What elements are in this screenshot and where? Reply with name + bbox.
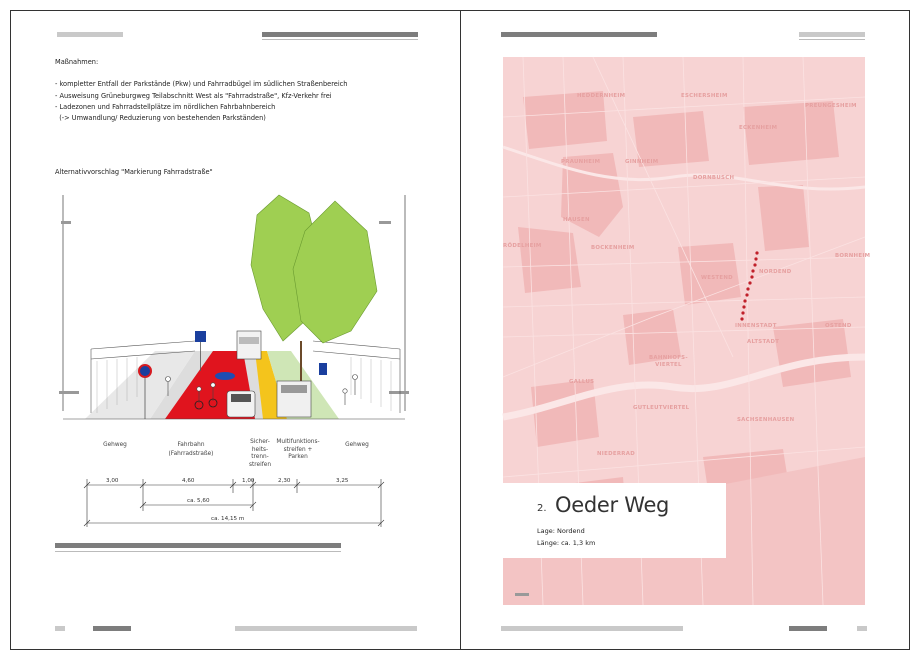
- footer-bar-dark-right: [789, 626, 827, 631]
- wall-marker-icon: [61, 221, 71, 224]
- measures-block: [55, 57, 435, 124]
- document-spread: [10, 10, 910, 650]
- district-label: PREUNGESHEIM: [805, 103, 857, 109]
- street-cross-section: [55, 191, 411, 431]
- district-label: BAHNHOFS- VIERTEL: [649, 355, 688, 368]
- label-fahrbahn: Fahrbahn: [177, 442, 205, 448]
- district-label: ALTSTADT: [747, 339, 780, 345]
- no-parking-sign-icon: [139, 365, 151, 377]
- label-gehweg-left: Gehweg: [103, 442, 127, 448]
- district-label: GUTLEUTVIERTEL: [633, 405, 690, 411]
- measure-item: - Ladezonen und Fahrradstellplätze im nördlichen Fahrbahnbereich: [55, 102, 276, 111]
- alternative-title: Alternativvorschlag "Markierung Fahrradstraße": [55, 168, 213, 176]
- header-bar-dark-right: [501, 32, 657, 37]
- dim-d4: 2,30: [278, 478, 291, 484]
- dim-d3: 1,00: [242, 478, 255, 484]
- dim-d1: 3,00: [106, 478, 119, 484]
- left-page: [11, 11, 461, 649]
- wall-marker-icon: [379, 221, 391, 224]
- district-label: OSTEND: [825, 323, 852, 329]
- dim-total: ca. 14,15 m: [211, 516, 245, 522]
- dim-d2: 4,60: [182, 478, 195, 484]
- district-label: INNENSTADT: [735, 323, 777, 329]
- measure-item: - kompletter Entfall der Parkstände (Pkw) und Fahrradbügel im südlichen Straßenbereich: [55, 80, 348, 89]
- route-name: Oeder Weg: [555, 493, 670, 517]
- district-label: PRAUNHEIM: [561, 159, 601, 165]
- header-bar-light-right: [799, 32, 865, 37]
- label-fahrbahn-sub: (Fahrradstraße): [168, 451, 214, 457]
- district-label: WESTEND: [701, 275, 733, 281]
- footer-rule: [55, 551, 341, 552]
- district-label: DORNBUSCH: [693, 175, 735, 181]
- route-oeder-weg: [740, 251, 758, 320]
- parking-sign-icon: [319, 363, 327, 375]
- footer-bar-light: [235, 626, 417, 631]
- dim-d5: 3,25: [336, 478, 349, 484]
- label-multi: Multifunktions- streifen + Parken: [276, 439, 320, 460]
- label-sicherheit: Sicher- heits- trenn- streifen: [248, 439, 271, 468]
- label-gehweg-right: Gehweg: [345, 442, 369, 448]
- footer-bar-light-right: [501, 626, 683, 631]
- bus-icon: [237, 331, 261, 359]
- district-label: BORNHEIM: [835, 253, 871, 259]
- map-corner-mark: [515, 593, 529, 596]
- header-bar-light: [57, 32, 123, 37]
- bike-street-sign-icon: [195, 331, 206, 342]
- measures-title: Maßnahmen:: [55, 58, 99, 66]
- district-label: BOCKENHEIM: [591, 245, 635, 251]
- district-label: SACHSENHAUSEN: [737, 417, 795, 423]
- header-rule-right: [799, 39, 865, 40]
- route-length: Länge: ca. 1,3 km: [537, 539, 596, 547]
- footer-bar-small: [55, 626, 65, 631]
- measure-item: - Ausweisung Grüneburgweg Teilabschnitt West als "Fahrradstraße", Kfz-Verkehr frei: [55, 91, 332, 100]
- district-label: NORDEND: [759, 269, 792, 275]
- route-number: 2.: [537, 503, 547, 514]
- header-rule: [262, 39, 418, 40]
- district-label: RÖDELHEIM: [503, 243, 542, 249]
- district-label: GINNHEIM: [625, 159, 659, 165]
- district-label: HEDDERNHEIM: [577, 93, 626, 99]
- district-label: ESCHERSHEIM: [681, 93, 728, 99]
- header-bar-dark: [262, 32, 418, 37]
- district-label: GALLUS: [569, 379, 595, 385]
- route-info-card: [503, 483, 726, 558]
- route-location: Lage: Nordend: [537, 527, 585, 535]
- footer-bar-dark: [93, 626, 131, 631]
- bike-symbol-icon: [215, 372, 235, 380]
- footer-bar-dark-long: [55, 543, 341, 548]
- district-label: HAUSEN: [563, 217, 590, 223]
- footer-bar-small-right: [857, 626, 867, 631]
- district-label: NIEDERRAD: [597, 451, 636, 457]
- measure-item: (-> Umwandlung/ Reduzierung von bestehenden Parkständen): [55, 114, 266, 123]
- district-label: ECKENHEIM: [739, 125, 778, 131]
- dim-subtotal: ca. 5,60: [187, 498, 210, 504]
